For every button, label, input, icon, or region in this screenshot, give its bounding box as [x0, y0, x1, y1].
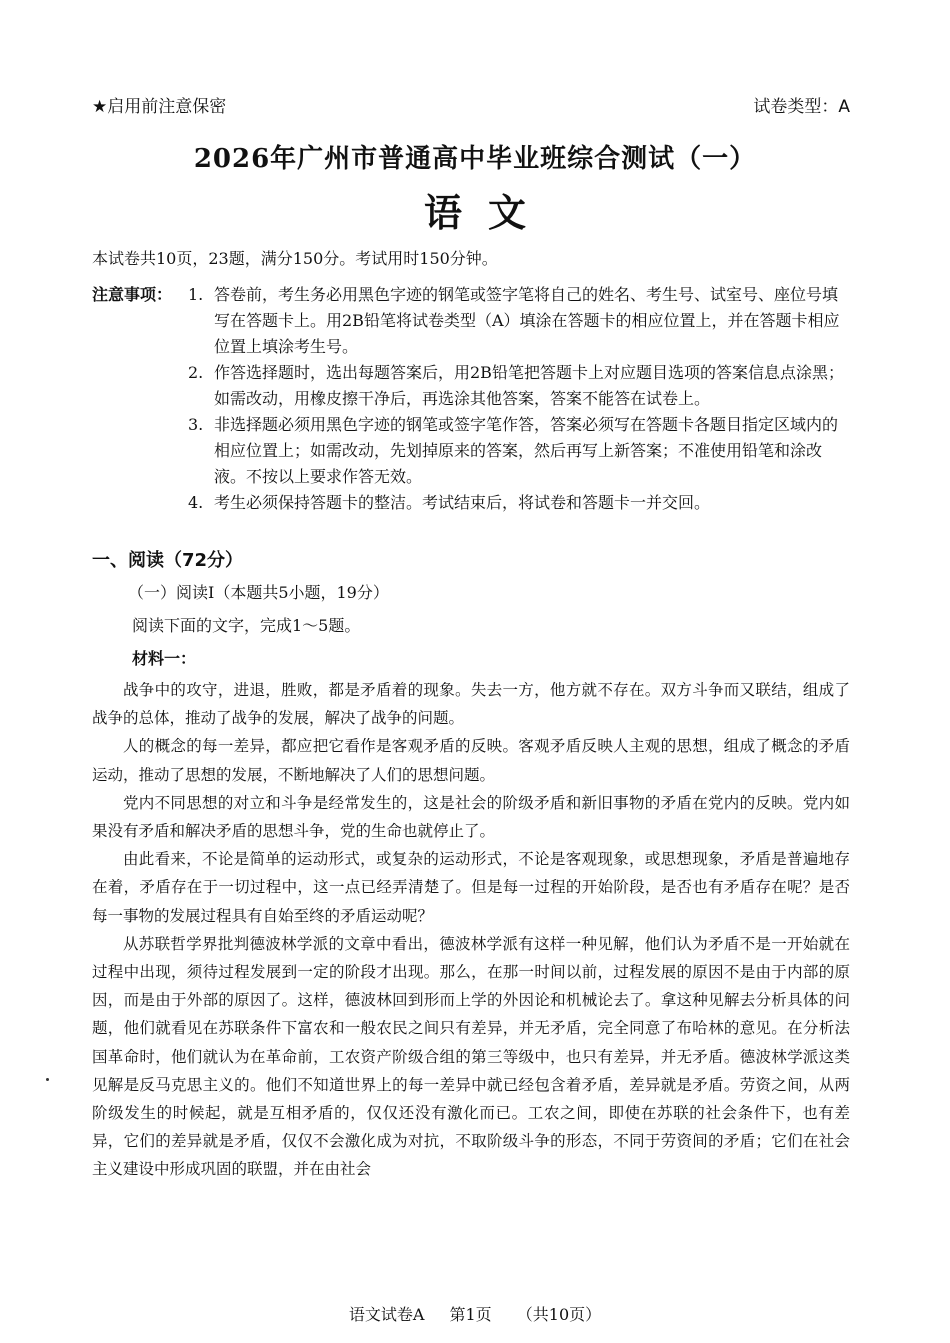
note-item: 1. 答卷前，考生务必用黑色字迹的钢笔或签字笔将自己的姓名、考生号、试室号、座位号填写在答题卡上。用2B铅笔将试卷类型（A）填涂在答题卡的相应位置上，并在答题卡相应位置上填涂考生号。	[188, 285, 840, 356]
paper-type: 试卷类型：A	[753, 96, 850, 117]
paragraph: 战争中的攻守，进退，胜败，都是矛盾着的现象。失去一方，他方就不存在。双方斗争而又联结，组成了战争的总体，推动了战争的发展，解决了战争的问题。	[92, 681, 850, 728]
note-item: 3. 非选择题必须用黑色字迹的钢笔或签字笔作答，答案必须写在答题卡各题目指定区域内的相应位置上；如需改动，先划掉原来的答案，然后再写上新答案；不准使用铅笔和涂改液。不按以上要求作答无效。	[188, 415, 839, 486]
footer-page: 第1页	[449, 1305, 492, 1324]
paragraph: 由此看来，不论是简单的运动形式，或复杂的运动形式，不论是客观现象，或思想现象，矛盾是普遍地存在着，矛盾存在于一切过程中，这一点已经弄清楚了。但是每一过程的开始阶段，是否也有矛盾存在呢？是否每一事物的发展过程具有自始至终的矛盾运动呢？	[92, 850, 850, 925]
exam-title: 2026年广州市普通高中毕业班综合测试（一）	[193, 144, 757, 174]
paragraph: 人的概念的每一差异，都应把它看作是客观矛盾的反映。客观矛盾反映人主观的思想，组成了概念的矛盾运动，推动了思想的发展，不断地解决了人们的思想问题。	[92, 737, 850, 784]
notes-block	[92, 282, 852, 516]
confidential-note: ★启用前注意保密	[92, 96, 227, 117]
reading-instruction: 阅读下面的文字，完成1～5题。	[132, 616, 361, 635]
material-label: 材料一：	[132, 649, 197, 668]
footer-total: （共10页）	[516, 1305, 602, 1324]
note-item: 2. 作答选择题时，选出每题答案后，用2B铅笔把答题卡上对应题目选项的答案信息点涂黑；如需改动，用橡皮擦干净后，再选涂其他答案，答案不能答在试卷上。	[188, 363, 844, 408]
header-row	[92, 90, 850, 118]
exam-intro: 本试卷共10页，23题，满分150分。考试用时150分钟。	[92, 249, 498, 268]
notes-label: 注意事项：	[92, 285, 173, 304]
note-item: 4. 考生必须保持答题卡的整洁。考试结束后，将试卷和答题卡一并交回。	[188, 493, 711, 512]
page-footer	[0, 1302, 950, 1325]
footer-paper: 语文试卷A	[348, 1305, 425, 1324]
section-heading: 一、阅读（72分）	[92, 550, 244, 571]
paragraph: 党内不同思想的对立和斗争是经常发生的，这是社会的阶级矛盾和新旧事物的矛盾在党内的反映。党内如果没有矛盾和解决矛盾的思想斗争，党的生命也就停止了。	[92, 793, 850, 841]
scan-speck	[46, 1078, 49, 1081]
subsection-heading: （一）阅读Ⅰ（本题共5小题，19分）	[128, 583, 389, 602]
paragraph: 从苏联哲学界批判德波林学派的文章中看出，德波林学派有这样一种见解，他们认为矛盾不是一开始就在过程中出现，须待过程发展到一定的阶段才出现。那么，在那一时间以前，过程发展的原因不是由于内部的原因，而是由于外部的原因了。这样，德波林回到形而上学的外因论和机械论去了。拿这种见解去分析具体的问题，他们就看见在苏联条件下富农和一般农民之间只有差异，并无矛盾，完全同意了布哈林的意见。在分析法国革命时，他们就认为在革命前，工农资产阶级合组的第三等级中，也只有差异，并无矛盾。德波林学派这类见解是反马克思主义的。他们不知道世界上的每一差异中就已经包含着矛盾，差异就是矛盾。劳资之间，从两阶级发生的时候起，就是互相矛盾的，仅仅还没有激化而已。工农之间，即使在苏联的社会条件下，也有差异，它们的差异就是矛盾，仅仅不会激化成为对抗，不取阶级斗争的形态，不同于劳资间的矛盾；它们在社会主义建设中形成巩固的联盟，并在由社会	[92, 934, 850, 1179]
material-text	[92, 676, 850, 1184]
subject-title: 语文	[423, 191, 552, 235]
